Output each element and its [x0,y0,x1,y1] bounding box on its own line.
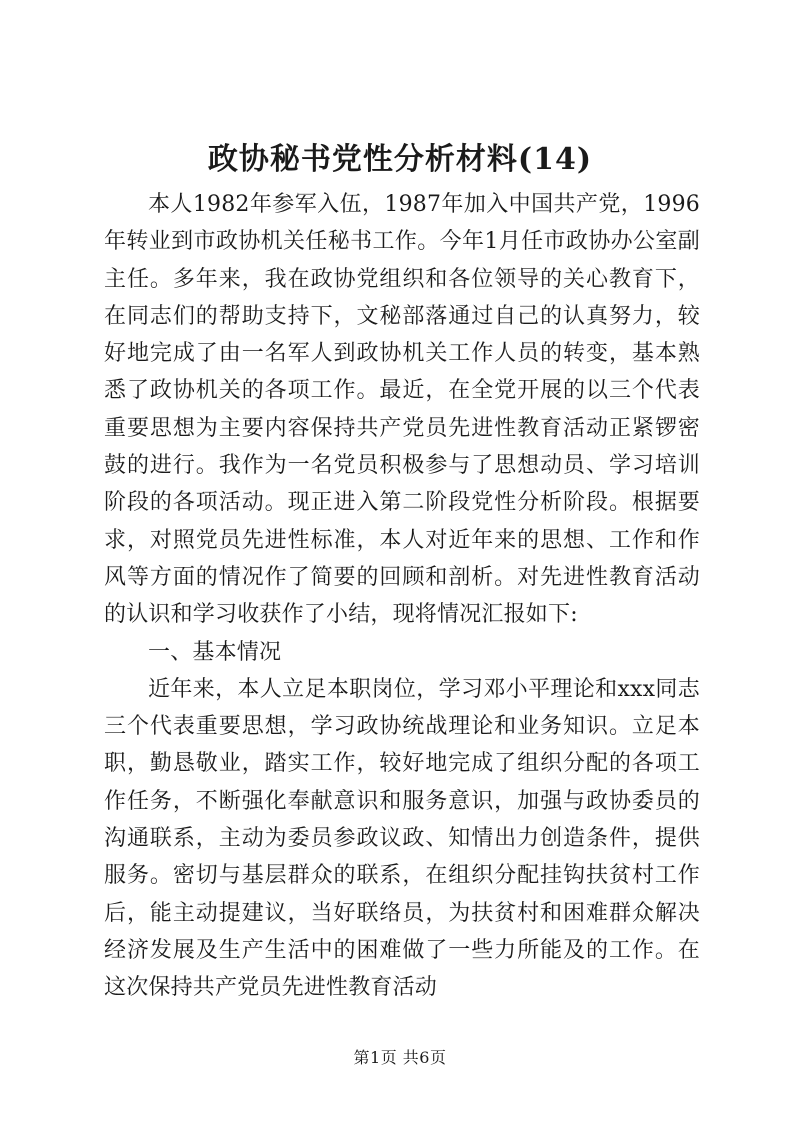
section-heading: 一、基本情况 [148,639,282,665]
document-body [104,186,700,1007]
page-footer: 第1页 共6页 [353,1048,447,1067]
basic-situation-paragraph: 近年来，本人立足本职岗位，学习邓小平理论和xxx同志三个代表重要思想，学习政协统战理论和业务知识。立足本职，勤恳敬业，踏实工作，较好地完成了组织分配的各项工作任务，不断强化奉献意识和服务意识，加强与政协委员的沟通联系，主动为委员参政议政、知情出力创造条件，提供服务。密切与基层群众的联系，在组织分配挂钩扶贫村工作后，能主动提建议，当好联络员，为扶贫村和困难群众解决经济发展及生产生活中的困难做了一些力所能及的工作。在这次保持共产党员先进性教育活动 [104,676,700,1001]
intro-paragraph: 本人1982年参军入伍，1987年加入中国共产党，1996年转业到市政协机关任秘书工作。今年1月任市政协办公室副主任。多年来，我在政协党组织和各位领导的关心教育下，在同志们的帮助支持下，文秘部落通过自己的认真努力，较好地完成了由一名军人到政协机关工作人员的转变，基本熟悉了政协机关的各项工作。最近，在全党开展的以三个代表重要思想为主要内容保持共产党员先进性教育活动正紧锣密鼓的进行。我作为一名党员积极参与了思想动员、学习培训阶段的各项活动。现正进入第二阶段党性分析阶段。根据要求，对照党员先进性标准，本人对近年来的思想、工作和作风等方面的情况作了简要的回顾和剖析。对先进性教育活动的认识和学习收获作了小结，现将情况汇报如下: [104,192,700,628]
document-title: 政协秘书党性分析材料(14) [207,142,593,177]
